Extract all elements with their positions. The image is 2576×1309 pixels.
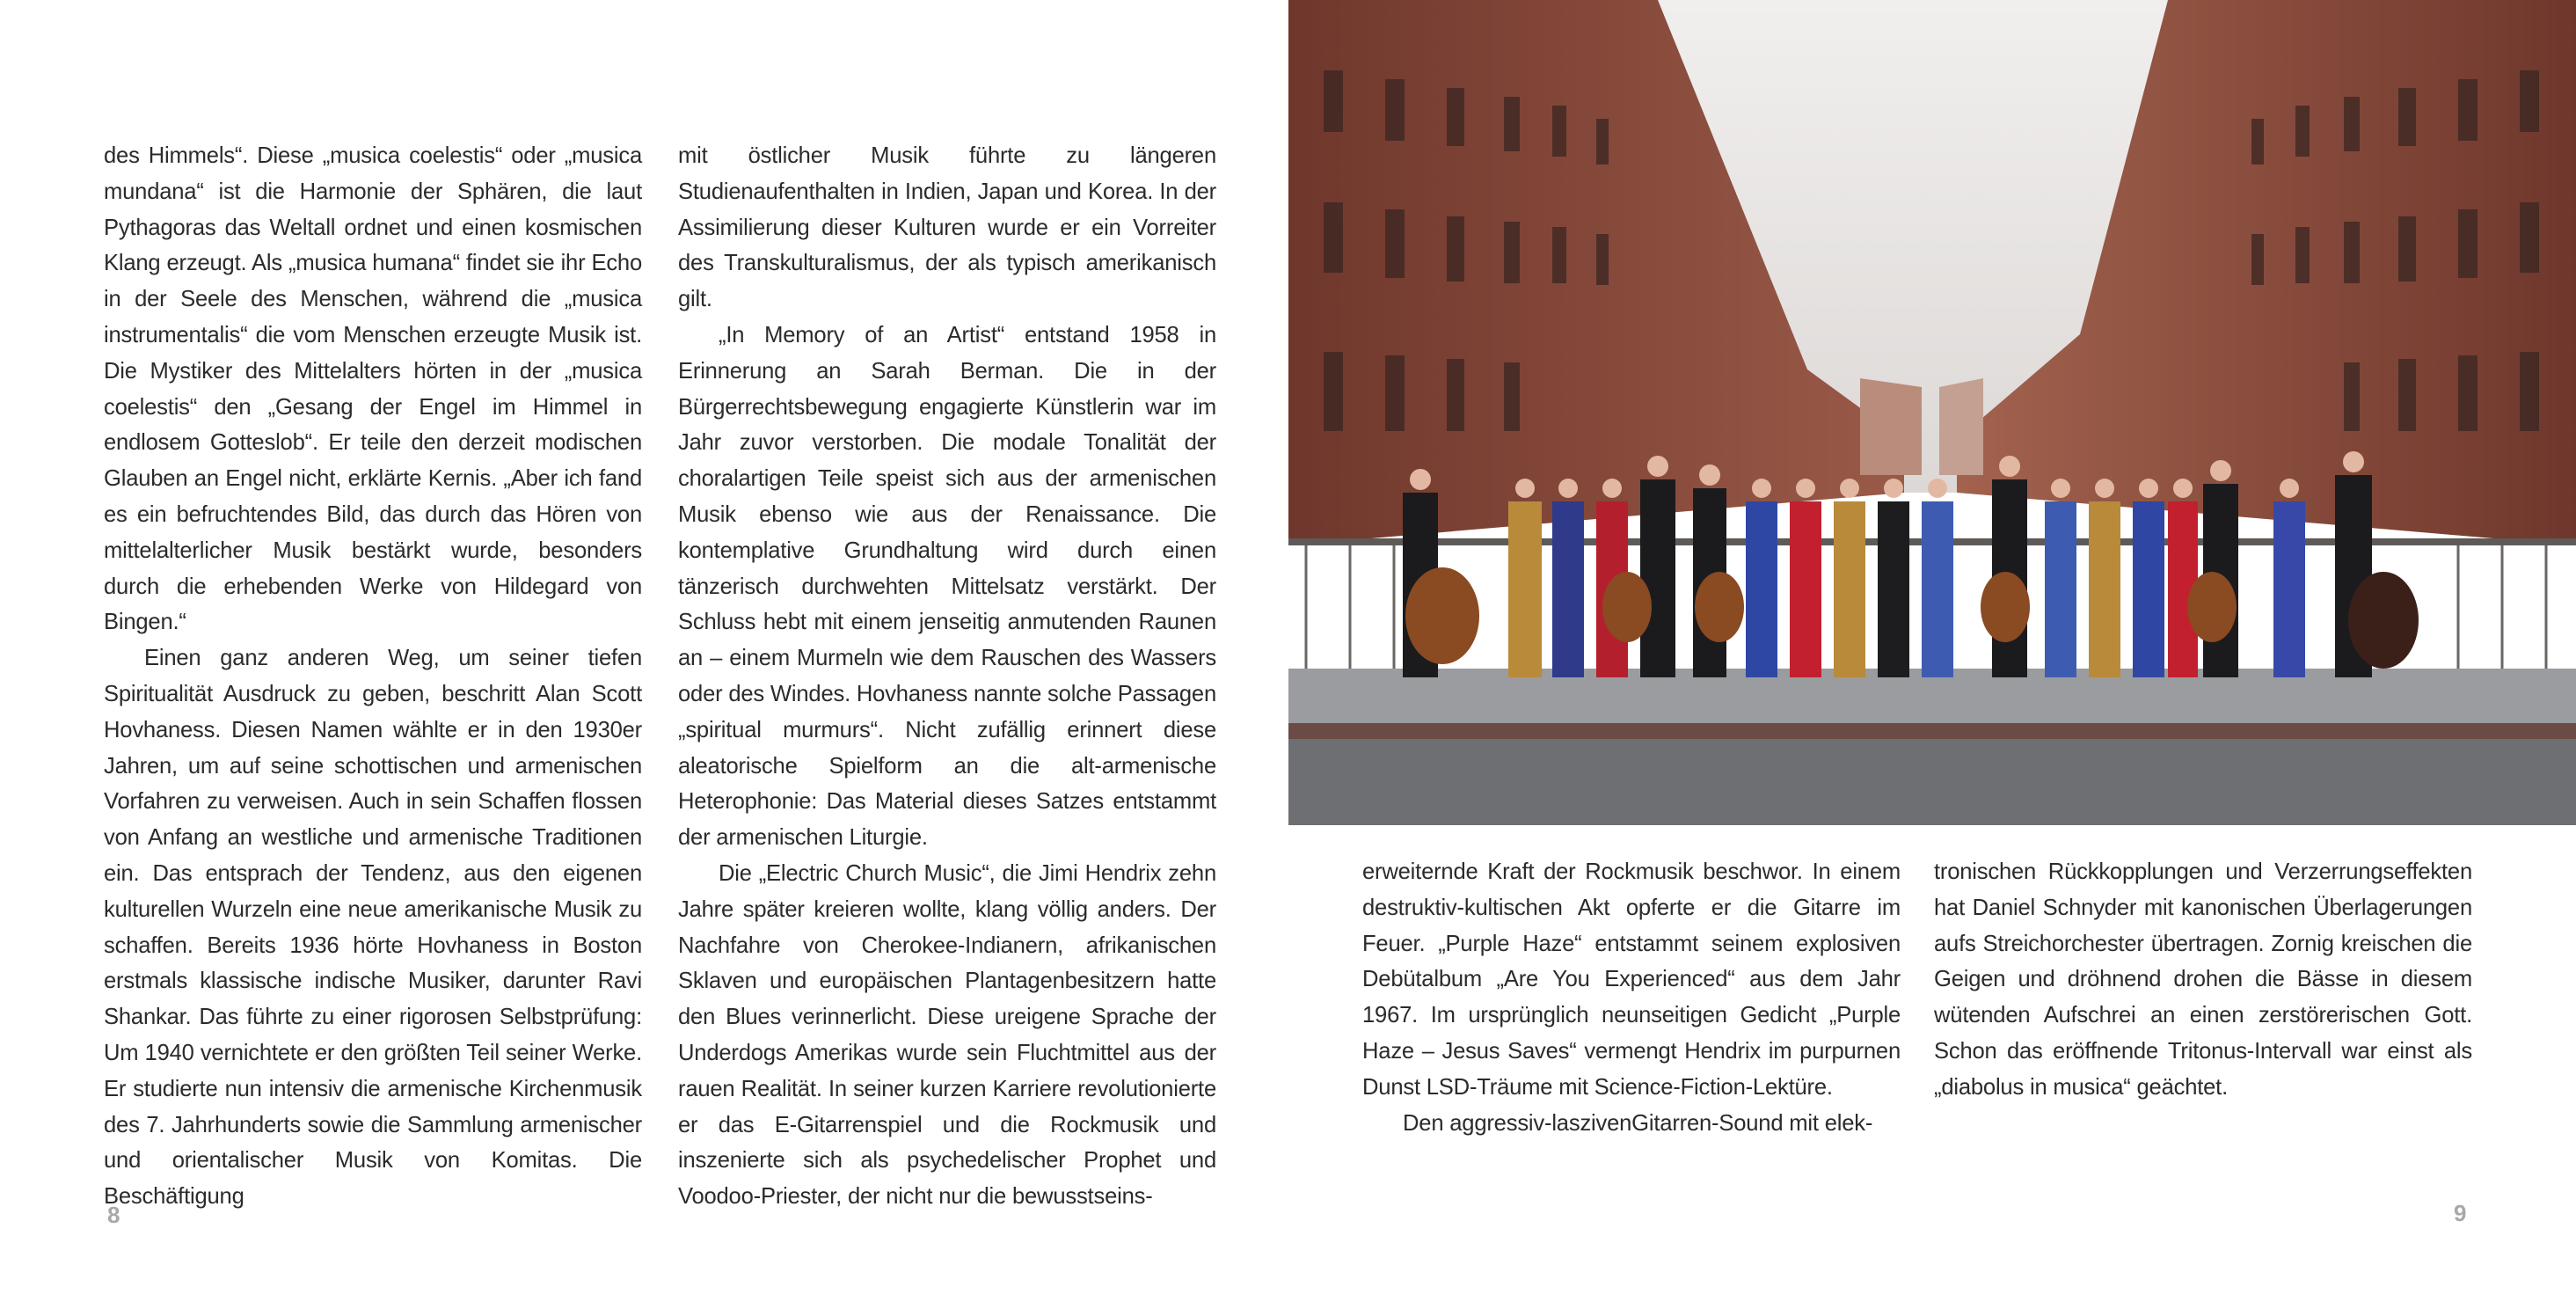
paragraph: „In Memory of an Artist“ entstand 1958 in Erinnerung an Sarah Berman. Die in der Bürgerrechtsbewegung engagierte Künstlerin war im Jahr zuvor verstorben. Die modale Tonalität der choralartigen Teile speist sich aus der armenischen Musik ebenso wie aus der Renaissance. Die kontemplative Grundhaltung wird durch einen tänzerisch durchwehten Mittelsatz verstärkt. Der Schluss hebt mit einem jenseitig anmutenden Raunen an – einem Murmeln wie dem Rauschen des Wassers oder des Windes. Hovhaness nannte solche Passagen „spiritual murmurs“. Nicht zufällig erinnert diese aleatorische Spielform an die alt-armenische Heterophonie: Das Material dieses Satzes entstammt der armenischen Liturgie. xyxy=(678,322,1216,851)
paragraph: Die „Electric Church Music“, die Jimi Hendrix zehn Jahre später kreieren wollte, klang völlig anders. Der Nachfahre von Cherokee-Indianern, afrikanischen Sklaven und europäischen Plantagenbesitzern hatte den Blues verinnerlicht. Diese ureigene Sprache der Underdogs Amerikas wurde sein Fluchtmittel aus der rauen Realität. In seiner kurzen Karriere revolutionierte er das E-Gitarrenspiel und die Rockmusik und inszenierte sich als psychedelischer Prophet und Voodoo-Priester, der nicht nur die bewusstseins- xyxy=(678,860,1216,1210)
paragraph: Den aggressiv-laszivenGitarren-Sound mit elek- xyxy=(1403,1110,1873,1136)
orchestra-photo xyxy=(1288,0,2576,825)
right-text-column-2 xyxy=(1934,854,2472,1106)
left-text-column-1 xyxy=(104,138,642,1215)
left-text-column-2 xyxy=(678,138,1216,1215)
paragraph: erweiternde Kraft der Rockmusik beschwor. In einem destruktiv-kultischen Akt opferte er die Gitarre im Feuer. „Purple Haze“ entstammt seinem explosiven Debütalbum „Are You Experienced“ aus dem Jahr 1967. Im ursprünglich neunseitigen Gedicht „Purple Haze – Jesus Saves“ vermengt Hendrix im purpurnen Dunst LSD-Träume mit Science-Fiction-Lektüre. xyxy=(1362,859,1901,1100)
paragraph: des Himmels“. Diese „musica coelestis“ oder „musica mundana“ ist die Harmonie der Sphären, die laut Pythagoras das Weltall ordnet und einen kosmischen Klang erzeugt. Als „musica humana“ findet sie ihr Echo in der Seele des Menschen, während die „musica instrumentalis“ die vom Menschen erzeugte Musik ist. Die Mystiker des Mittelalters hörten in der „musica coelestis“ den „Gesang der Engel im Himmel in endlosem Gotteslob“. Er teile den derzeit modischen Glauben an Engel nicht, erklärte Kernis. „Aber ich fand es ein befruchtendes Bild, das durch das Hören von mittelalterlicher Musik bestärkt wurde, besonders durch die erhebenden Werke von Hildegard von Bingen.“ xyxy=(104,143,642,635)
paragraph: tronischen Rückkopplungen und Verzerrungseffekten hat Daniel Schnyder mit kanonischen Überlagerungen aufs Streichorchester übertragen. Zornig kreischen die Geigen und dröhnend drohen die Bässe in diesem wütenden Aufschrei an einen zerstörerischen Gott. Schon das eröffnende Tritonus-Intervall war einst als „diabolus in musica“ geächtet. xyxy=(1934,859,2472,1100)
right-text-column-1 xyxy=(1362,854,1901,1141)
paragraph: mit östlicher Musik führte zu längeren Studienaufenthalten in Indien, Japan und Korea. In der Assimilierung dieser Kulturen wurde er ein Vorreiter des Transkulturalismus, der als typisch amerikanisch gilt. xyxy=(678,143,1216,312)
road xyxy=(1288,739,2576,825)
page-number-right: 9 xyxy=(2454,1200,2467,1226)
page-number-left: 8 xyxy=(107,1202,120,1228)
paragraph: Einen ganz anderen Weg, um seiner tiefen Spiritualität Ausdruck zu geben, beschritt Alan Scott Hovhaness. Diesen Namen wählte er in den 1930er Jahren, um auf seine schottischen und armenischen Vorfahren zu verweisen. Auch in sein Schaffen flossen von Anfang an westliche und armenische Traditionen ein. Das entsprach der Tendenz, aus den eigenen kulturellen Wurzeln eine neue amerikanische Musik zu schaffen. Bereits 1936 hörte Hovhaness in Boston erstmals klassische indische Musiker, darunter Ravi Shankar. Das führte zu einer rigorosen Selbstprüfung: Um 1940 vernichtete er den größten Teil seiner Werke. Er studierte nun intensiv die armenische Kirchenmusik des 7. Jahrhunderts sowie die Sammlung armenischer und orientalischer Musik von Komitas. Die Beschäftigung xyxy=(104,646,642,1210)
